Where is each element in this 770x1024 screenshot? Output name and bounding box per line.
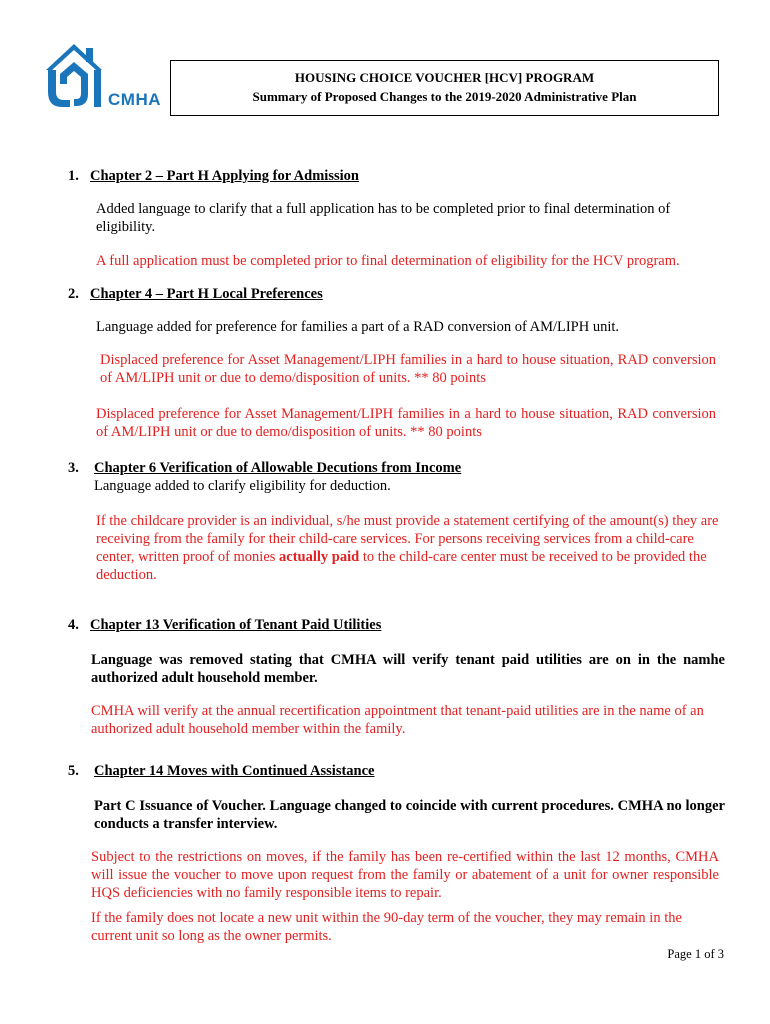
section-number: 5. <box>68 763 79 779</box>
section-3-description: Language added to clarify eligibility for deduction. <box>94 478 391 494</box>
section-1-change: A full application must be completed prior to final determination of eligibility for the HCV program. <box>96 253 680 269</box>
header-program-title: HOUSING CHOICE VOUCHER [HCV] PROGRAM <box>294 70 595 85</box>
change-emphasis: actually paid <box>279 549 360 565</box>
section-3-change <box>96 512 724 584</box>
section-5-change-b: If the family does not locate a new unit within the 90-day term of the voucher, they may remain in the current unit so long as the owner permits. <box>91 910 682 944</box>
section-5-heading <box>68 763 374 780</box>
section-title: Chapter 13 Verification of Tenant Paid Utilities <box>90 617 382 633</box>
section-number: 4. <box>68 617 79 633</box>
section-2-description: Language added for preference for families a part of a RAD conversion of AM/LIPH unit. <box>96 319 620 335</box>
section-2-change-a: Displaced preference for Asset Management/LIPH families in a hard to house situation, RAD conversion of AM/LIPH unit or due to demo/disposition of units. ** 80 points <box>100 352 716 386</box>
section-4-heading <box>68 617 381 634</box>
header-subtitle: Summary of Proposed Changes to the 2019-2020 Administrative Plan <box>252 89 637 104</box>
section-number: 1. <box>68 168 79 184</box>
section-title: Chapter 6 Verification of Allowable Decutions from Income <box>94 460 462 476</box>
section-title: Chapter 4 – Part H Local Preferences <box>90 286 323 302</box>
change-text: to the child-care center must be received to be provided the deduction. <box>96 549 707 583</box>
cmha-logo <box>44 40 164 112</box>
section-number: 2. <box>68 286 79 302</box>
page-number: Page 1 of 3 <box>667 947 724 961</box>
section-4-change: CMHA will verify at the annual recertification appointment that tenant-paid utilities are in the name of an authorized adult household member within the family. <box>91 703 704 737</box>
section-2-heading <box>68 286 323 303</box>
logo-text: CMHA <box>108 90 161 109</box>
section-4-description: Language was removed stating that CMHA will verify tenant paid utilities are on in the namhe authorized adult household member. <box>91 652 725 686</box>
section-5-description: Part C Issuance of Voucher. Language changed to coincide with current procedures. CMHA no longer conducts a transfer interview. <box>94 798 725 832</box>
section-number: 3. <box>68 460 79 476</box>
section-1-heading <box>68 168 359 185</box>
section-title: Chapter 14 Moves with Continued Assistance <box>94 763 375 779</box>
section-3-heading <box>68 460 461 477</box>
section-5-change-a: Subject to the restrictions on moves, if the family has been re-certified within the last 12 months, CMHA will issue the voucher to move upon request from the family or abatement of a unit for owner responsible HQS deficiencies with no family responsible items to repair. <box>91 849 719 901</box>
change-text: If the childcare provider is an individual, s/he must provide a statement certifying of the amount(s) they are receiving from the family for their child-care services. For persons receiving services from a child-care center, written proof of monies <box>96 513 719 565</box>
section-title: Chapter 2 – Part H Applying for Admission <box>90 168 359 184</box>
section-2-change-b: Displaced preference for Asset Management/LIPH families in a hard to house situation, RAD conversion of AM/LIPH unit or due to demo/disposition of units. ** 80 points <box>96 406 716 440</box>
document-header <box>170 60 719 116</box>
section-1-description: Added language to clarify that a full application has to be completed prior to final determination of eligibility. <box>96 201 671 235</box>
house-logo-icon <box>44 40 108 110</box>
